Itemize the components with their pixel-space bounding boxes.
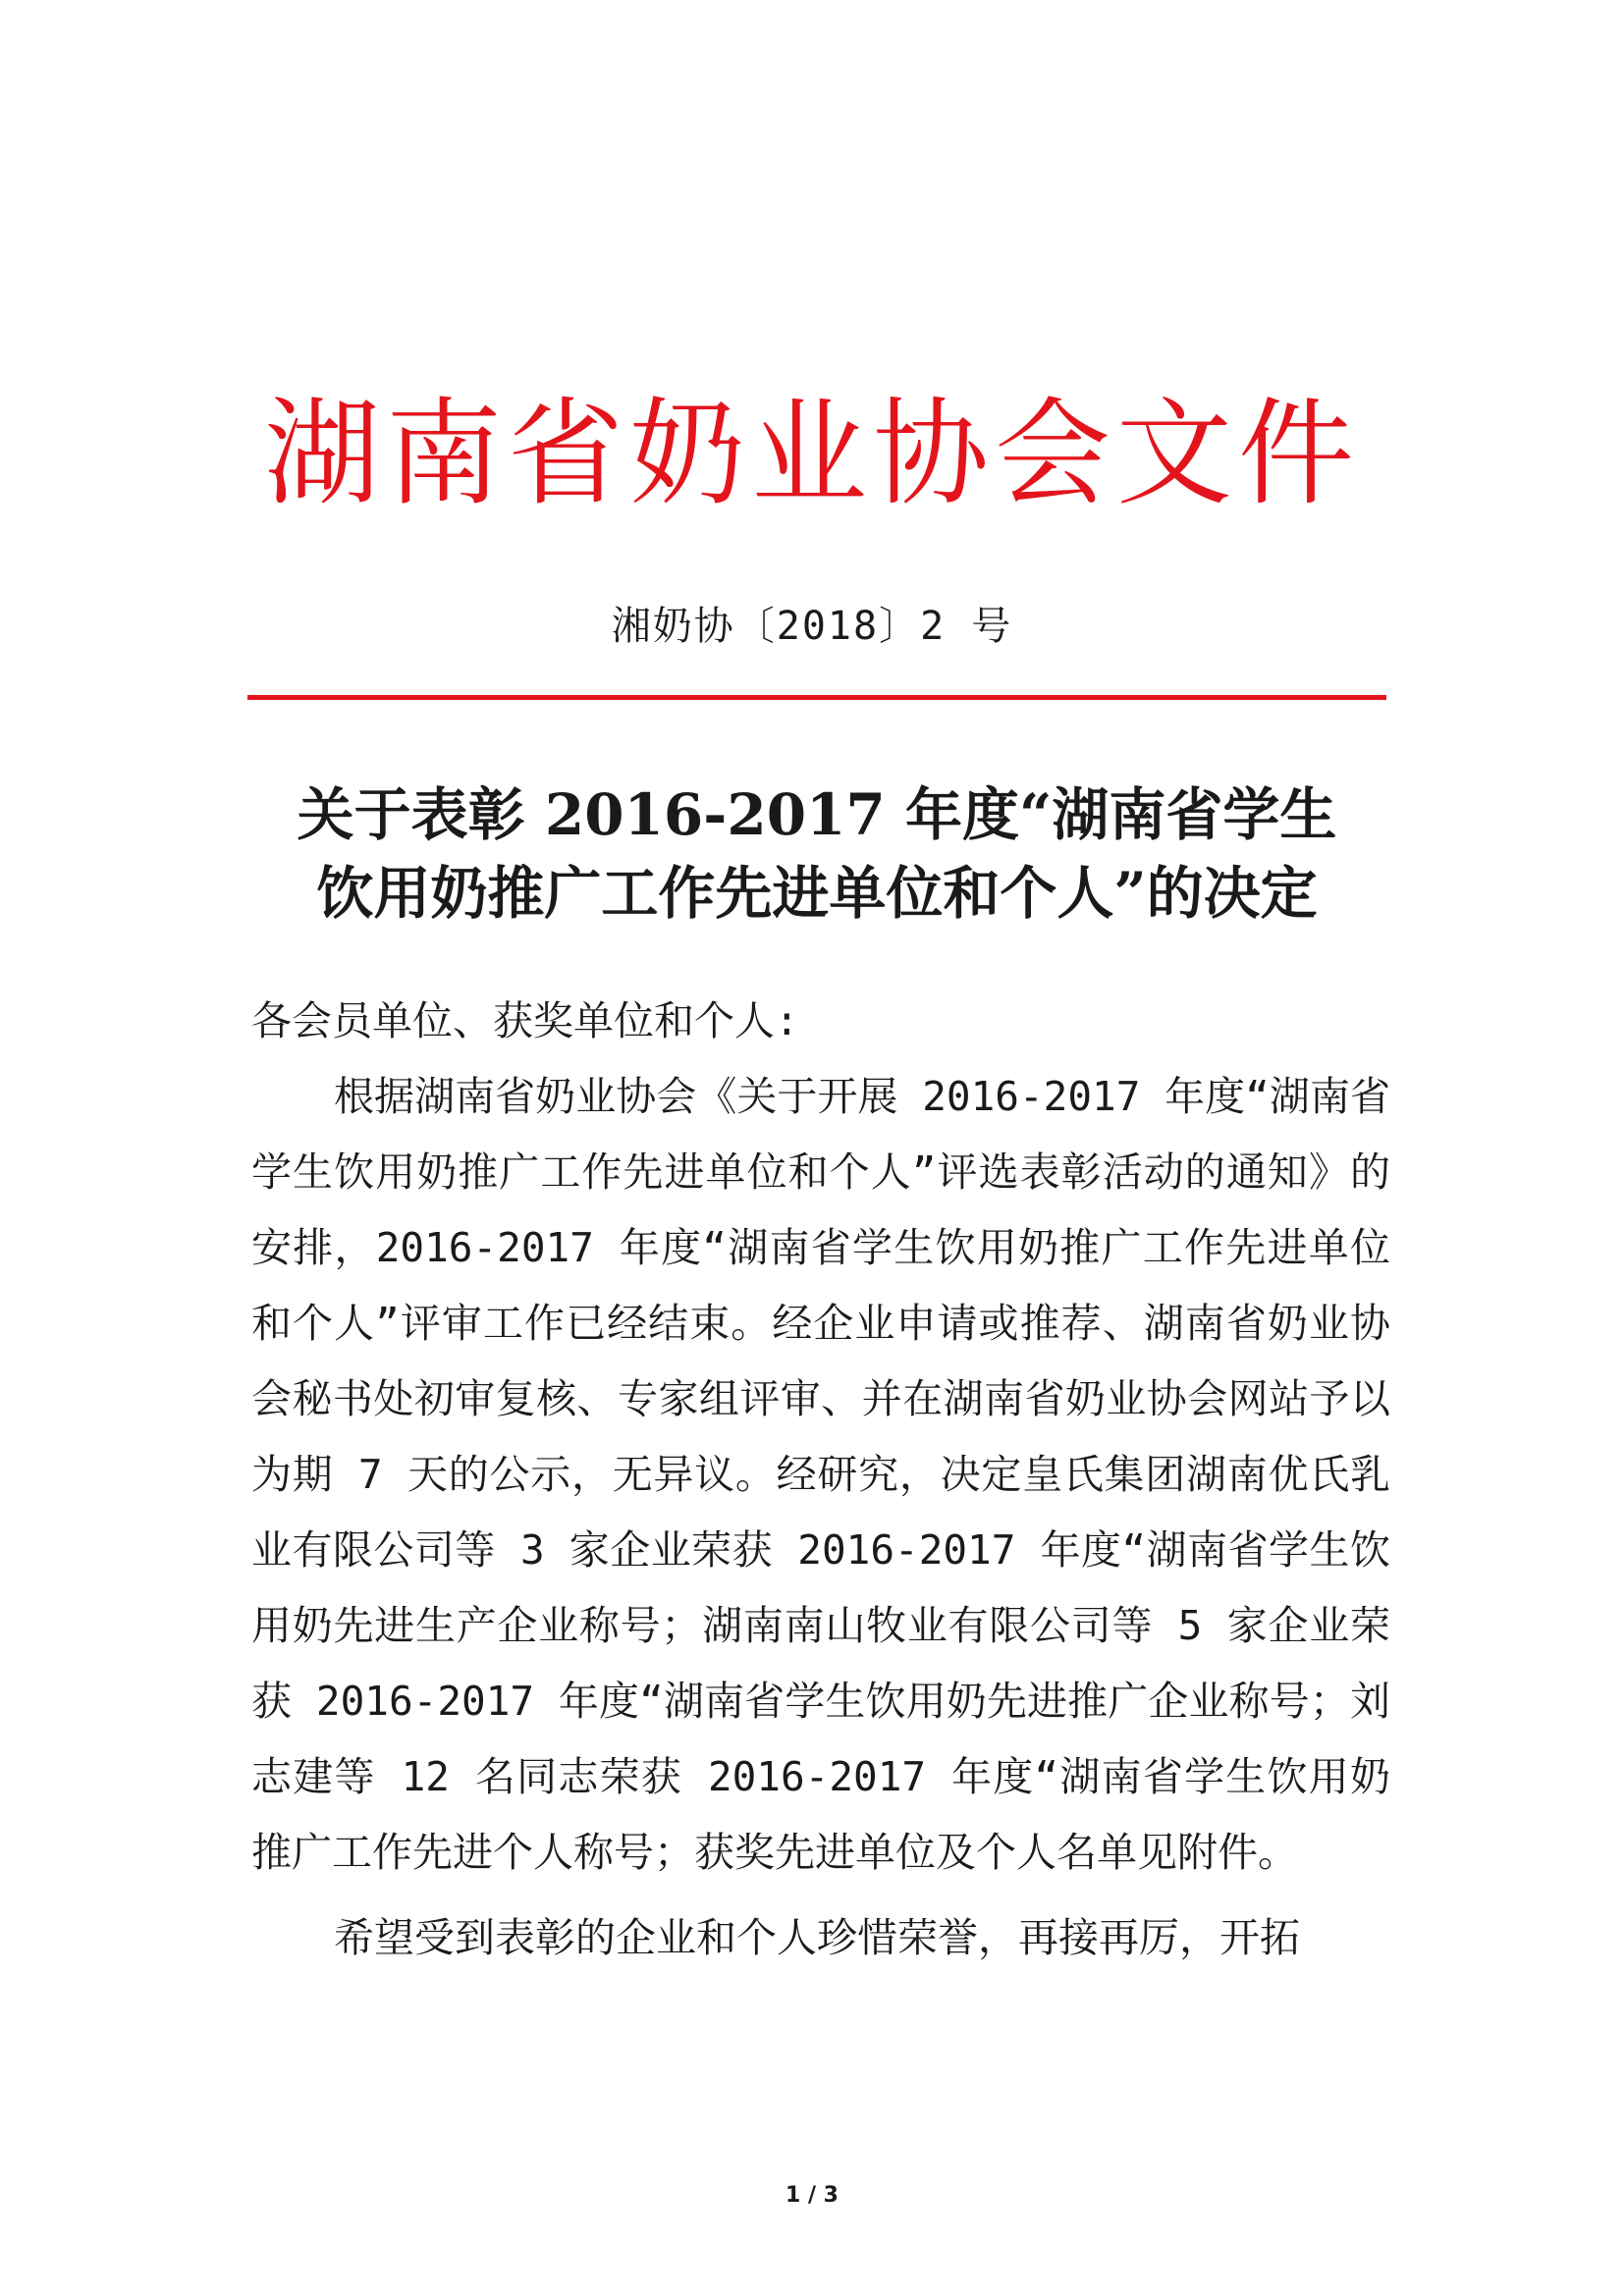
document-body [251,984,1390,1976]
document-number: 湘奶协〔2018〕2 号 [611,604,1013,649]
body-paragraph-1: 根据湖南省奶业协会《关于开展 2016-2017 年度“湖南省学生饮用奶推广工作先进单位和个人”评选表彰活动的通知》的安排，2016-2017 年度“湖南省学生饮用奶推广工作先进单位和个人”评审工作已经结束。经企业申请或推荐、湖南省奶业协会秘书处初审复核、专家组评审、并在湖南省奶业协会网站予以为期 7 天的公示，无异议。经研究，决定皇氏集团湖南优氏乳业有限公司等 3 家企业荣获 2016-2017 年度“湖南省学生饮用奶先进生产企业称号；湖南南山牧业有限公司等 5 家企业荣获 2016-2017 年度“湖南省学生饮用奶先进推广企业称号；刘志建等 12 名同志荣获 2016-2017 年度“湖南省学生饮用奶推广工作先进个人称号；获奖先进单位及个人名单见附件。 [251,1073,1390,1876]
title-line-1: 关于表彰 2016-2017 年度“湖南省学生 [297,781,1337,848]
page-indicator: 1 / 3 [785,2183,839,2208]
body-paragraph-2: 希望受到表彰的企业和个人珍惜荣誉，再接再厉，开拓 [334,1914,1300,1961]
document-masthead: 湖南省奶业协会文件 [263,386,1360,521]
title-line-2: 饮用奶推广工作先进单位和个人”的决定 [316,860,1318,927]
document-title [247,775,1386,933]
salutation: 各会员单位、获奖单位和个人: [251,997,799,1044]
red-divider-line [247,695,1386,700]
